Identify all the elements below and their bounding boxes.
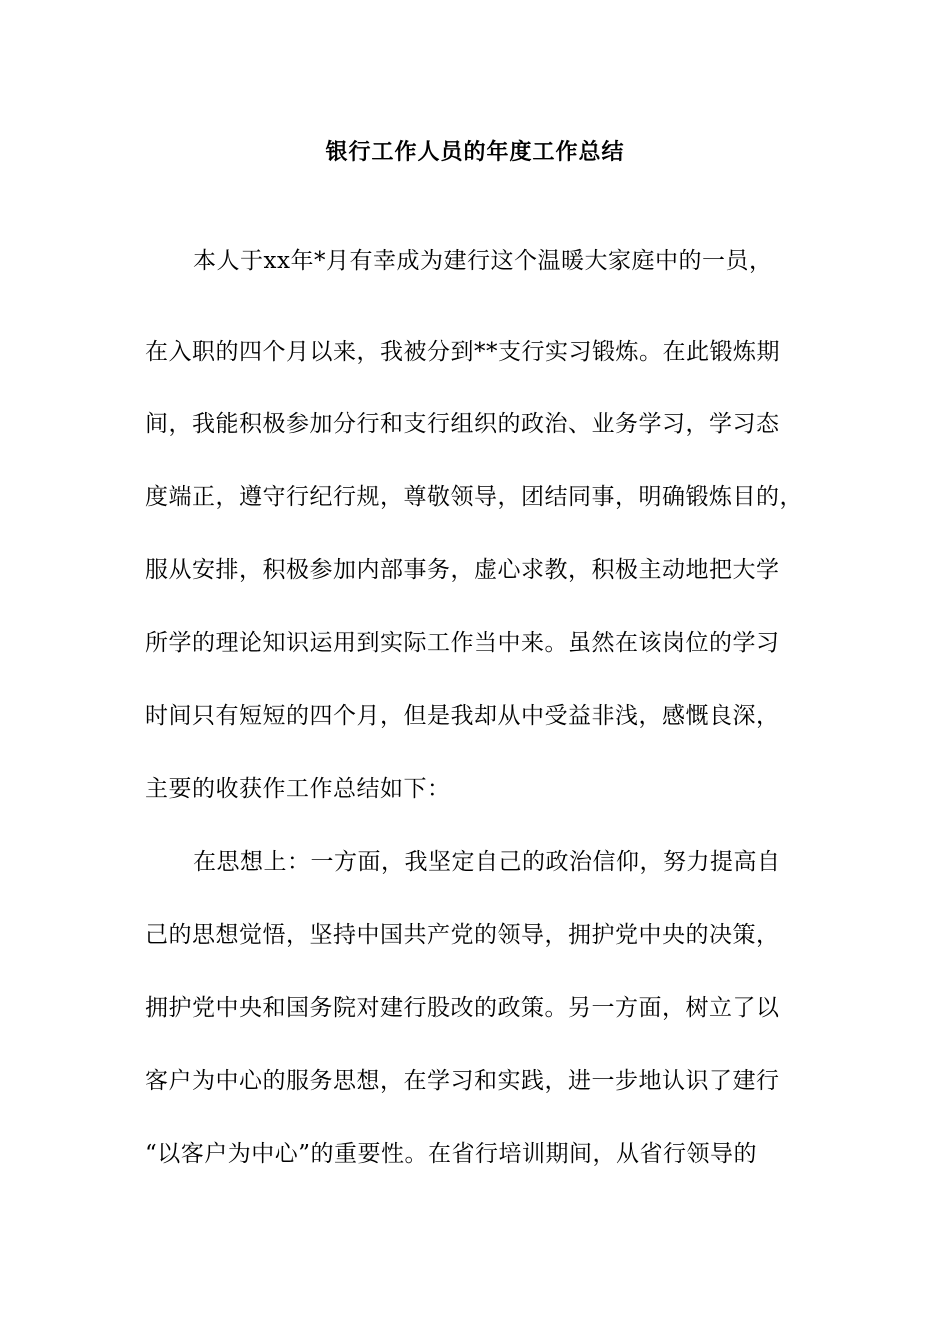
paragraph-1-line-8: 主要的收获作工作总结如下： xyxy=(145,776,451,802)
paragraph-1-line-4: 度端正，遵守行纪行规，尊敬领导，团结同事，明确锻炼目的， xyxy=(145,484,803,510)
paragraph-1-line-7: 时间只有短短的四个月，但是我却从中受益非浅，感慨良深， xyxy=(145,703,780,729)
paragraph-2-line-5: “以客户为中心”的重要性。在省行培训期间，从省行领导的 xyxy=(145,1141,758,1167)
paragraph-1-line-3: 间，我能积极参加分行和支行组织的政治、业务学习，学习态 xyxy=(145,411,780,437)
paragraph-1-line-2: 在入职的四个月以来，我被分到**支行实习锻炼。在此锻炼期 xyxy=(145,339,780,365)
paragraph-2-line-3: 拥护党中央和国务院对建行股改的政策。另一方面，树立了以 xyxy=(145,995,780,1021)
paragraph-1-line-6: 所学的理论知识运用到实际工作当中来。虽然在该岗位的学习 xyxy=(145,630,780,656)
paragraph-2-line-1: 在思想上：一方面，我坚定自己的政治信仰，努力提高自 xyxy=(193,849,781,875)
paragraph-2-line-2: 己的思想觉悟，坚持中国共产党的领导，拥护党中央的决策， xyxy=(145,922,780,948)
document-title: 银行工作人员的年度工作总结 xyxy=(325,139,625,165)
paragraph-1-line-5: 服从安排，积极参加内部事务，虚心求教，积极主动地把大学 xyxy=(145,557,780,583)
paragraph-1-line-1: 本人于xx年*月有幸成为建行这个温暖大家庭中的一员， xyxy=(193,248,773,274)
paragraph-2-line-4: 客户为中心的服务思想，在学习和实践，进一步地认识了建行 xyxy=(145,1068,780,1094)
